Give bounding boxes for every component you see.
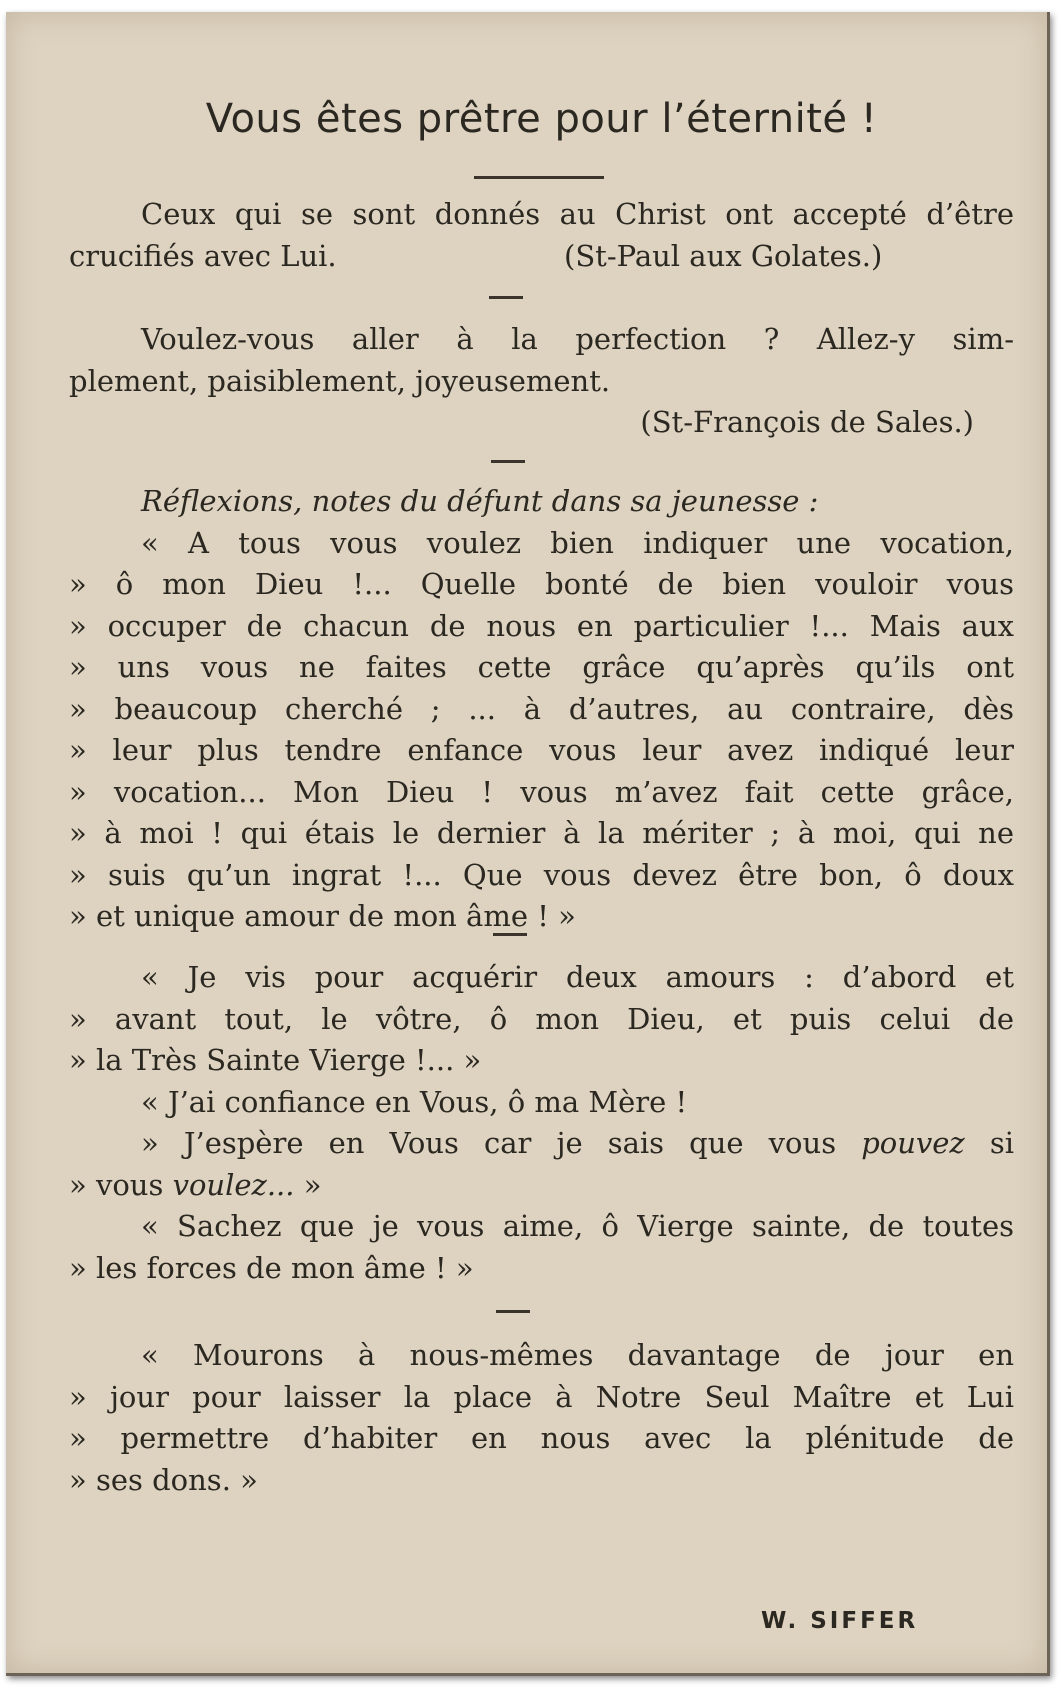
text-line (69, 1123, 1014, 1165)
reflexions-section (69, 481, 1014, 938)
text-segment: » J’espère en Vous car je sais que vous (141, 1126, 837, 1160)
text-line: » uns vous ne faites cette grâce qu’après qu’ils ont (69, 650, 1014, 684)
section-divider (496, 1310, 530, 1313)
card-title: Vous êtes prêtre pour l’éternité ! (205, 96, 878, 142)
signature: W. SIFFER (761, 1608, 919, 1634)
section-divider (493, 933, 527, 936)
quote-line: Ceux qui se sont donnés au Christ ont accepté d’être (141, 197, 1014, 231)
quote-line: Voulez-vous aller à la perfection ? Allez-y sim- (141, 322, 1014, 356)
text-line: » beaucoup cherché ; ... à d’autres, au contraire, dès (69, 691, 1014, 726)
text-line: » suis qu’un ingrat !... Que vous devez être bon, ô doux (69, 857, 1014, 892)
text-line: » vocation... Mon Dieu ! vous m’avez fait cette grâce, (69, 774, 1014, 809)
quote-source: (St-François de Sales.) (640, 405, 974, 439)
text-line: » ô mon Dieu !... Quelle bonté de bien vouloir vous (69, 567, 1014, 601)
text-line: « Mourons à nous-mêmes davantage de jour en (141, 1338, 1014, 1372)
emphasis-text: voulez... (172, 1167, 295, 1202)
text-line: « J’ai confiance en Vous, ô ma Mère ! (141, 1084, 688, 1119)
quote-source: (St-Paul aux Golates.) (564, 238, 883, 273)
text-line: » leur plus tendre enfance vous leur avez indiqué leur (69, 733, 1014, 767)
text-line: » la Très Sainte Vierge !... » (69, 1043, 482, 1077)
quote-line: plement, paisiblement, joyeusement. (69, 363, 611, 398)
emphasis-text: pouvez (861, 1126, 965, 1160)
quote-st-francois (69, 319, 1014, 444)
text-line: » et unique amour de mon âme ! » (69, 899, 576, 933)
quote-text: crucifiés avec Lui. (69, 238, 337, 273)
quote-line (69, 236, 1014, 278)
text-segment: si (989, 1126, 1014, 1160)
vis-section (69, 957, 1014, 1289)
text-line: » jour pour laisser la place à Notre Seul Maître et Lui (69, 1379, 1014, 1414)
text-line: » permettre d’habiter en nous avec la plénitude de (69, 1421, 1014, 1455)
text-line: » occuper de chacun de nous en particulier !... Mais aux (69, 608, 1014, 643)
section-divider (489, 296, 523, 299)
text-line: « Sachez que je vous aime, ô Vierge sainte, de toutes (141, 1209, 1014, 1243)
reflexions-heading: Réflexions, notes du défunt dans sa jeunesse : (141, 484, 819, 518)
text-line: » à moi ! qui étais le dernier à la mériter ; à moi, qui ne (69, 816, 1014, 850)
mourons-section (69, 1335, 1014, 1501)
text-line: » les forces de mon âme ! » (69, 1250, 474, 1285)
text-line: « A tous vous voulez bien indiquer une vocation, (141, 525, 1014, 560)
quote-st-paul (69, 194, 1014, 277)
title-divider (474, 176, 604, 179)
text-segment: » (303, 1167, 322, 1202)
text-line: » ses dons. » (69, 1462, 258, 1497)
text-line: « Je vis pour acquérir deux amours : d’abord et (141, 960, 1014, 994)
prayer-card (6, 12, 1050, 1676)
text-line (69, 1165, 1014, 1207)
text-segment: » vous (69, 1167, 164, 1202)
text-line: » avant tout, le vôtre, ô mon Dieu, et puis celui de (69, 1001, 1014, 1036)
section-divider (491, 460, 525, 463)
